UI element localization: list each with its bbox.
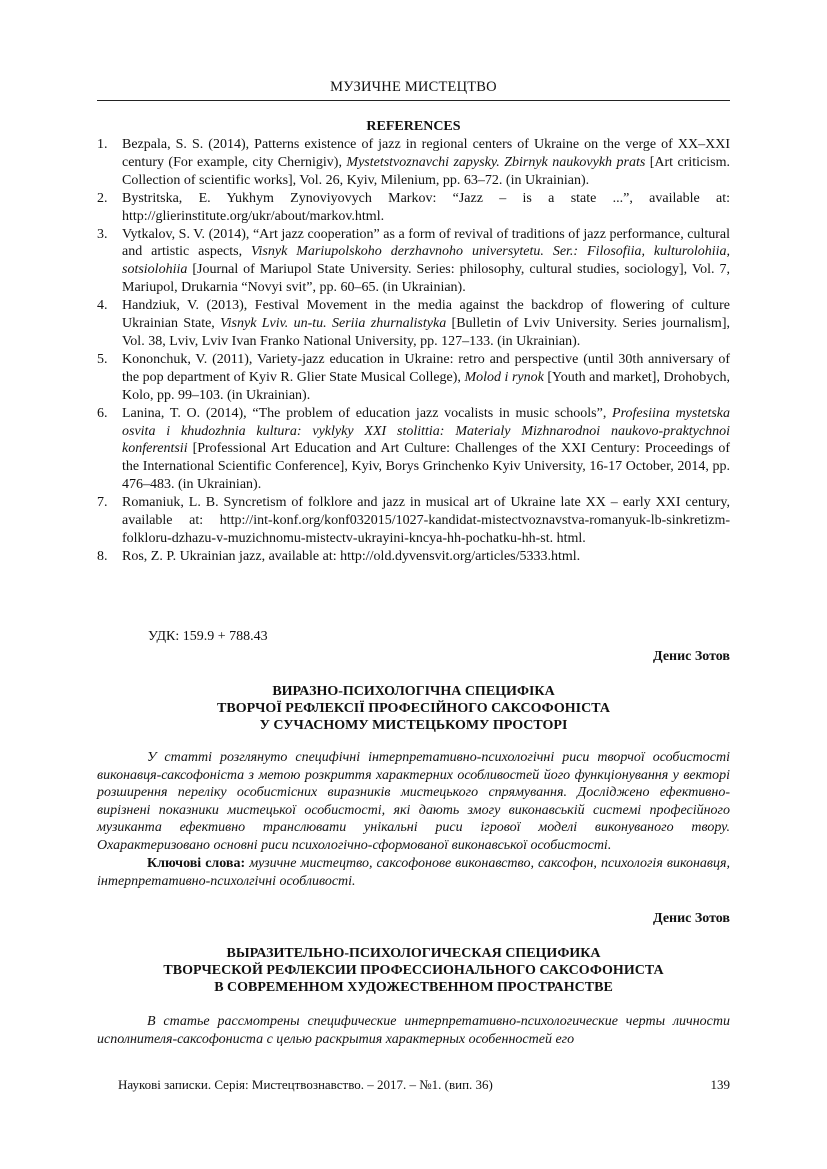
keywords <box>97 855 730 890</box>
article-title-ru <box>97 945 730 996</box>
reference-item: 3. Vytkalov, S. V. (2014), “Art jazz cooperation” as a form of revival of traditions of jazz performance, cultural and artistic aspects, Visnyk Mariupolskoho derzhavnoho universytetu. Ser.: Filosofiia, kulturolohiia, sotsiolohiia [Journal of Mariupol State University. Series: philosophy, cultural studies, sociology], Vol. 7, Mariupol, Drukarnia “Novyi svit”, pp. 60–65. (in Ukrainian). <box>97 226 730 296</box>
title-line: ТВОРЧЕСКОЙ РЕФЛЕКСИИ ПРОФЕССИОНАЛЬНОГО САКСОФОНИСТА <box>163 963 664 978</box>
keywords-label: Ключові слова: <box>147 856 246 871</box>
title-line: У СУЧАСНОМУ МИСТЕЦЬКОМУ ПРОСТОРІ <box>259 718 568 733</box>
references-title: REFERENCES <box>366 119 461 134</box>
title-line: ВЫРАЗИТЕЛЬНО-ПСИХОЛОГИЧЕСКАЯ СПЕЦИФИКА <box>226 946 601 961</box>
references-list <box>97 136 730 566</box>
footer-journal: Наукові записки. Серія: Мистецтвознавство. – 2017. – №1. (вип. 36) <box>118 1077 493 1092</box>
udk-code: УДК: 159.9 + 788.43 <box>148 629 268 644</box>
reference-item: 4. Handziuk, V. (2013), Festival Movement in the media against the backdrop of flowering of culture Ukrainian State, Visnyk Lviv. un-tu. Seriia zhurnalistyka [Bulletin of Lviv University. Series journalism], Vol. 38, Lviv, Lviv Ivan Franko National University, pp. 127–133. (in Ukrainian). <box>97 298 730 349</box>
title-line: ТВОРЧОЇ РЕФЛЕКСІЇ ПРОФЕСІЙНОГО САКСОФОНІСТА <box>217 701 610 716</box>
header-divider <box>97 100 730 101</box>
abstract-ua: У статті розглянуто специфічні інтерпретативно-психологічні риси творчої особистості виконавця-саксофоніста з метою розкриття характерних особливостей його функціонування у векторі розширення переліку особистісних виразників мистецького спрямування. Досліджено ефективно-вирізнені показники мистецької особистості, які дають змогу виконавській системі професійного музиканта ефективно транслювати унікальні риси ігрової моделі виконуваного твору. Охарактеризовано основні риси психологічно-сформованої виконавської особистості. <box>97 750 730 853</box>
reference-item: 7. Romaniuk, L. B. Syncretism of folklore and jazz in musical art of Ukraine late XX – early XXI century, available at: http://int-konf.org/konf032015/1027-kandidat-mistectvoznavstva-romanyuk-lb-sinkretizm-folkloru-dzhazu-v-muzichnomu-mistectv-ukrayini-kncya-hh-pochatku-hh-st. html. <box>97 495 730 546</box>
title-line: В СОВРЕМЕННОМ ХУДОЖЕСТВЕННОМ ПРОСТРАНСТВЕ <box>214 980 613 995</box>
reference-item: 1. Bezpala, S. S. (2014), Patterns existence of jazz in regional centers of Ukraine on the verge of XX–XXI century (For example, city Chernigiv), Mystetstvoznavchi zapysky. Zbirnyk naukovykh prats [Art criticism. Collection of scientific works], Vol. 26, Kyiv, Milenium, pp. 63–72. (in Ukrainian). <box>97 137 731 188</box>
author-name: Денис Зотов <box>653 911 730 926</box>
running-head: МУЗИЧНЕ МИСТЕЦТВО <box>330 79 497 95</box>
title-line: ВИРАЗНО-ПСИХОЛОГІЧНА СПЕЦИФІКА <box>272 684 555 699</box>
reference-item: 2. Bystritska, E. Yukhym Zynoviyovych Markov: “Jazz – is a state ...”, available at: http://glierinstitute.org/ukr/about/markov.html. <box>97 190 730 224</box>
article-title-ua <box>97 683 730 734</box>
reference-item: 6. Lanina, T. O. (2014), “The problem of education jazz vocalists in music schools”, Profesiina mystetska osvita i khudozhnia kultura: vyklyky XXI stolittia: Materialy Mizhnarodnoi naukovo-praktychnoi konferentsii [Professional Art Education and Art Culture: Challenges of the XXI Century: Proceedings of the International Scientific Conference], Kyiv, Borys Grinchenko Kyiv University, 16-17 October, 2014, pp. 476–483. (in Ukrainian). <box>97 405 730 493</box>
reference-item: 5. Kononchuk, V. (2011), Variety-jazz education in Ukraine: retro and perspective (until 30th anniversary of the pop department of Kyiv R. Glier State Musical College), Molod i rynok [Youth and market], Drohobych, Kolo, pp. 99–103. (in Ukrainian). <box>97 351 730 403</box>
author-name: Денис Зотов <box>653 649 730 664</box>
abstract-ru: В статье рассмотрены специфические интерпретативно-психологические черты личности исполнителя-саксофониста с целью раскрытия характерных особенностей его <box>97 1014 730 1047</box>
page-number: 139 <box>710 1077 730 1092</box>
keywords-text: музичне мистецтво, саксофонове виконавство, саксофон, психологія виконавця, інтерпретативно-психолгічні особливості. <box>97 856 730 889</box>
reference-item: 8. Ros, Z. P. Ukrainian jazz, available at: http://old.dyvensvit.org/articles/5333.html. <box>97 548 581 564</box>
